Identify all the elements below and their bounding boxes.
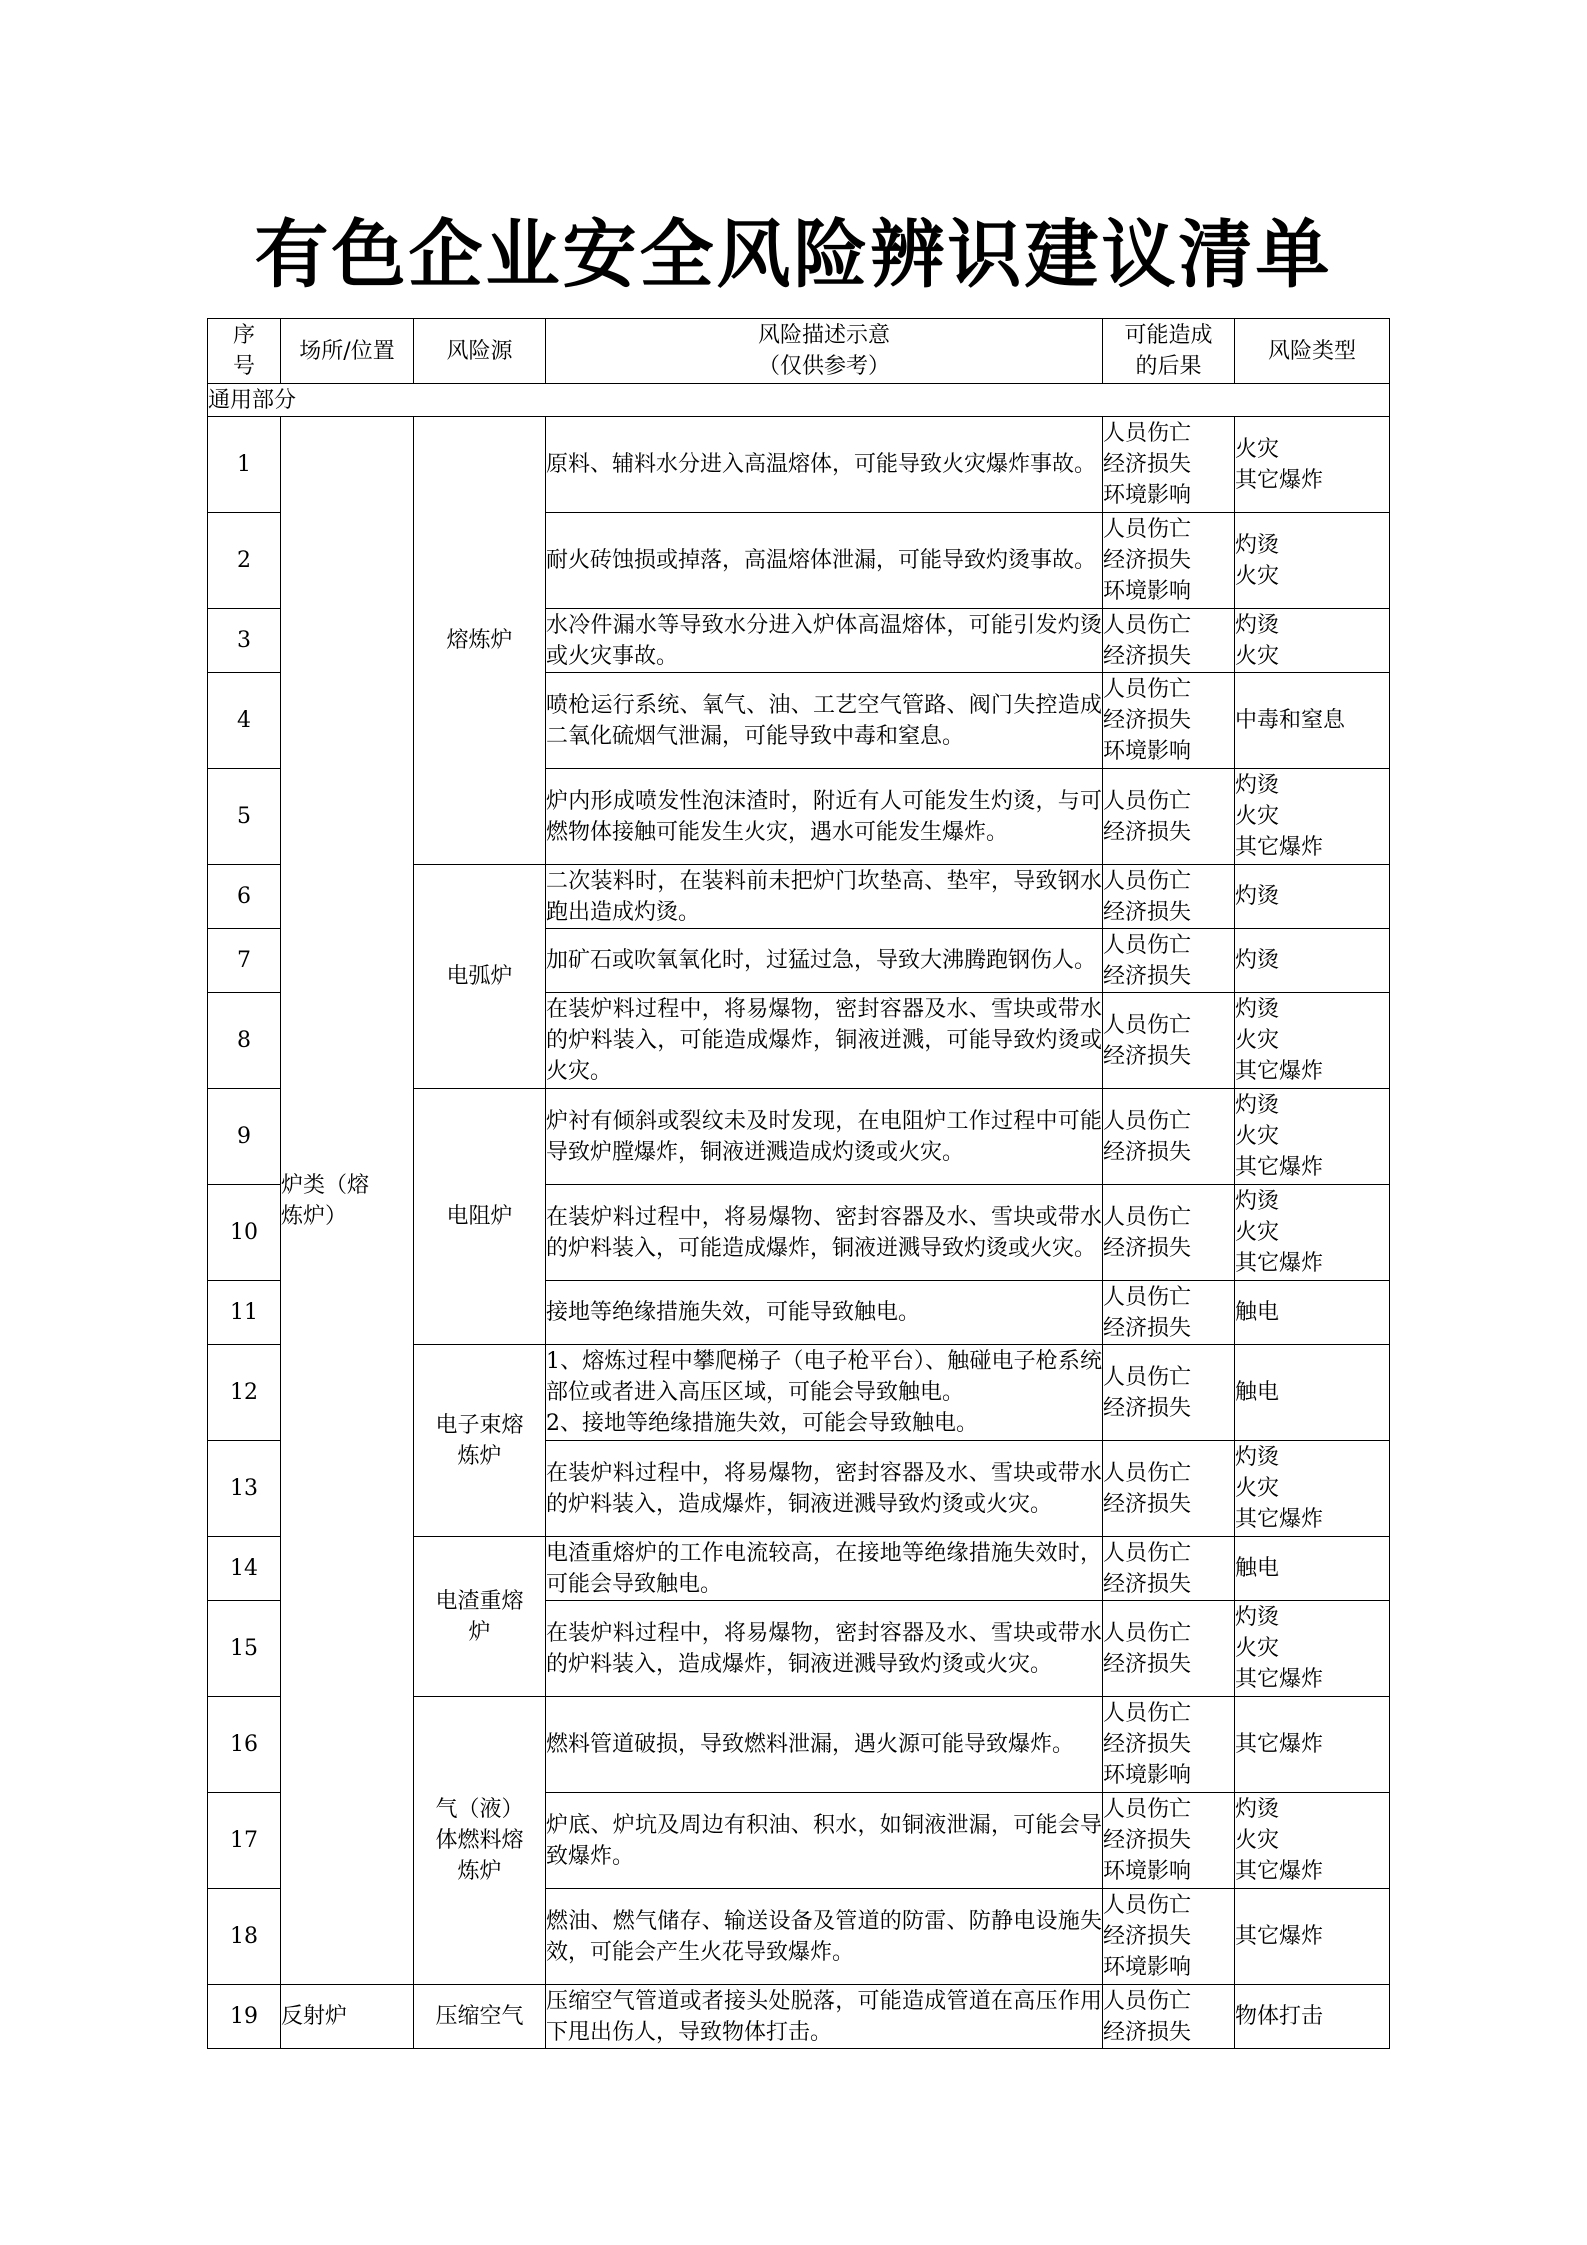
source-electroslag-furnace: 电渣重熔 炉 [414,1537,546,1697]
source-smelting-furnace: 熔炼炉 [414,417,546,865]
row-risk-type: 物体打击 [1235,1985,1390,2049]
row-description: 燃料管道破损，导致燃料泄漏，遇火源可能导致爆炸。 [546,1697,1103,1793]
table-row [208,1985,1390,2049]
header-consequence: 可能造成 的后果 [1103,319,1235,384]
row-consequence: 人员伤亡 经济损失 [1103,1985,1235,2049]
row-no: 7 [208,929,281,993]
source-compressed-air: 压缩空气 [414,1985,546,2049]
row-consequence: 人员伤亡 经济损失 环境影响 [1103,1889,1235,1985]
row-no: 2 [208,513,281,609]
header-source: 风险源 [414,319,546,384]
row-description: 在装炉料过程中，将易爆物，密封容器及水、雪块或带水的炉料装入，造成爆炸，铜液迸溅导致灼烫或火灾。 [546,1441,1103,1537]
row-description: 在装炉料过程中，将易爆物，密封容器及水、雪块或带水的炉料装入，可能造成爆炸，铜液迸溅，可能导致灼烫或火灾。 [546,993,1103,1089]
row-risk-type: 灼烫 火灾 其它爆炸 [1235,993,1390,1089]
row-no: 5 [208,769,281,865]
row-consequence: 人员伤亡 经济损失 [1103,1185,1235,1281]
row-consequence: 人员伤亡 经济损失 [1103,865,1235,929]
row-risk-type: 灼烫 火灾 其它爆炸 [1235,1601,1390,1697]
row-no: 6 [208,865,281,929]
row-risk-type: 灼烫 火灾 [1235,513,1390,609]
row-consequence: 人员伤亡 经济损失 [1103,1089,1235,1185]
row-consequence: 人员伤亡 经济损失 [1103,1441,1235,1537]
location-reverberatory-furnace: 反射炉 [281,1985,414,2049]
row-description: 燃油、燃气储存、输送设备及管道的防雷、防静电设施失效，可能会产生火花导致爆炸。 [546,1889,1103,1985]
row-consequence: 人员伤亡 经济损失 环境影响 [1103,1697,1235,1793]
row-description: 喷枪运行系统、氧气、油、工艺空气管路、阀门失控造成二氧化硫烟气泄漏，可能导致中毒和窒息。 [546,673,1103,769]
row-no: 12 [208,1345,281,1441]
row-no: 15 [208,1601,281,1697]
row-risk-type: 触电 [1235,1345,1390,1441]
row-no: 16 [208,1697,281,1793]
row-description: 电渣重熔炉的工作电流较高，在接地等绝缘措施失效时，可能会导致触电。 [546,1537,1103,1601]
row-consequence: 人员伤亡 经济损失 [1103,929,1235,993]
header-location: 场所/位置 [281,319,414,384]
row-consequence: 人员伤亡 经济损失 [1103,1601,1235,1697]
row-no: 17 [208,1793,281,1889]
source-gas-liquid-fuel-furnace: 气（液） 体燃料熔 炼炉 [414,1697,546,1985]
row-description: 在装炉料过程中，将易爆物，密封容器及水、雪块或带水的炉料装入，造成爆炸，铜液迸溅导致灼烫或火灾。 [546,1601,1103,1697]
row-risk-type: 灼烫 [1235,865,1390,929]
row-risk-type: 触电 [1235,1537,1390,1601]
row-description: 二次装料时，在装料前未把炉门坎垫高、垫牢，导致钢水跑出造成灼烫。 [546,865,1103,929]
row-no: 10 [208,1185,281,1281]
row-risk-type: 其它爆炸 [1235,1697,1390,1793]
row-no: 1 [208,417,281,513]
header-risk-type: 风险类型 [1235,319,1390,384]
row-consequence: 人员伤亡 经济损失 环境影响 [1103,673,1235,769]
row-consequence: 人员伤亡 经济损失 [1103,1281,1235,1345]
row-risk-type: 灼烫 火灾 其它爆炸 [1235,1185,1390,1281]
row-risk-type: 灼烫 [1235,929,1390,993]
row-risk-type: 中毒和窒息 [1235,673,1390,769]
header-description: 风险描述示意 （仅供参考） [546,319,1103,384]
row-consequence: 人员伤亡 经济损失 [1103,1345,1235,1441]
row-risk-type: 灼烫 火灾 其它爆炸 [1235,1441,1390,1537]
row-no: 11 [208,1281,281,1345]
source-electron-beam-furnace: 电子束熔 炼炉 [414,1345,546,1537]
row-risk-type: 其它爆炸 [1235,1889,1390,1985]
row-no: 13 [208,1441,281,1537]
row-no: 4 [208,673,281,769]
row-description: 耐火砖蚀损或掉落，高温熔体泄漏，可能导致灼烫事故。 [546,513,1103,609]
row-consequence: 人员伤亡 经济损失 [1103,609,1235,673]
header-no: 序 号 [208,319,281,384]
row-description: 原料、辅料水分进入高温熔体，可能导致火灾爆炸事故。 [546,417,1103,513]
risk-table [207,318,1390,2049]
row-description: 炉内形成喷发性泡沫渣时，附近有人可能发生灼烫，与可燃物体接触可能发生火灾，遇水可能发生爆炸。 [546,769,1103,865]
location-furnace: 炉类（熔 炼炉） [281,417,414,1985]
row-consequence: 人员伤亡 经济损失 [1103,1537,1235,1601]
row-risk-type: 灼烫 火灾 其它爆炸 [1235,769,1390,865]
row-risk-type: 灼烫 火灾 其它爆炸 [1235,1793,1390,1889]
source-resistance-furnace: 电阻炉 [414,1089,546,1345]
row-description: 水冷件漏水等导致水分进入炉体高温熔体，可能引发灼烫或火灾事故。 [546,609,1103,673]
row-description: 炉衬有倾斜或裂纹未及时发现，在电阻炉工作过程中可能导致炉膛爆炸，铜液迸溅造成灼烫或火灾。 [546,1089,1103,1185]
row-no: 14 [208,1537,281,1601]
row-consequence: 人员伤亡 经济损失 [1103,769,1235,865]
row-description: 在装炉料过程中，将易爆物、密封容器及水、雪块或带水的炉料装入，可能造成爆炸，铜液迸溅导致灼烫或火灾。 [546,1185,1103,1281]
row-description: 加矿石或吹氧氧化时，过猛过急，导致大沸腾跑钢伤人。 [546,929,1103,993]
row-risk-type: 灼烫 火灾 其它爆炸 [1235,1089,1390,1185]
section-row [208,384,1390,417]
row-consequence: 人员伤亡 经济损失 环境影响 [1103,1793,1235,1889]
row-no: 19 [208,1985,281,2049]
row-consequence: 人员伤亡 经济损失 [1103,993,1235,1089]
header-row [208,319,1390,384]
row-description: 压缩空气管道或者接头处脱落，可能造成管道在高压作用下甩出伤人，导致物体打击。 [546,1985,1103,2049]
row-no: 9 [208,1089,281,1185]
row-risk-type: 灼烫 火灾 [1235,609,1390,673]
row-risk-type: 触电 [1235,1281,1390,1345]
row-consequence: 人员伤亡 经济损失 环境影响 [1103,417,1235,513]
row-description: 炉底、炉坑及周边有积油、积水，如铜液泄漏，可能会导致爆炸。 [546,1793,1103,1889]
row-consequence: 人员伤亡 经济损失 环境影响 [1103,513,1235,609]
source-arc-furnace: 电弧炉 [414,865,546,1089]
section-general: 通用部分 [208,384,1390,417]
row-no: 3 [208,609,281,673]
row-risk-type: 火灾 其它爆炸 [1235,417,1390,513]
row-no: 8 [208,993,281,1089]
row-no: 18 [208,1889,281,1985]
row-description: 接地等绝缘措施失效，可能导致触电。 [546,1281,1103,1345]
page-title: 有色企业安全风险辨识建议清单 [254,212,1333,298]
row-description: 1、熔炼过程中攀爬梯子（电子枪平台）、触碰电子枪系统部位或者进入高压区域，可能会导致触电。 2、接地等绝缘措施失效，可能会导致触电。 [546,1345,1103,1441]
table-row [208,417,1390,513]
